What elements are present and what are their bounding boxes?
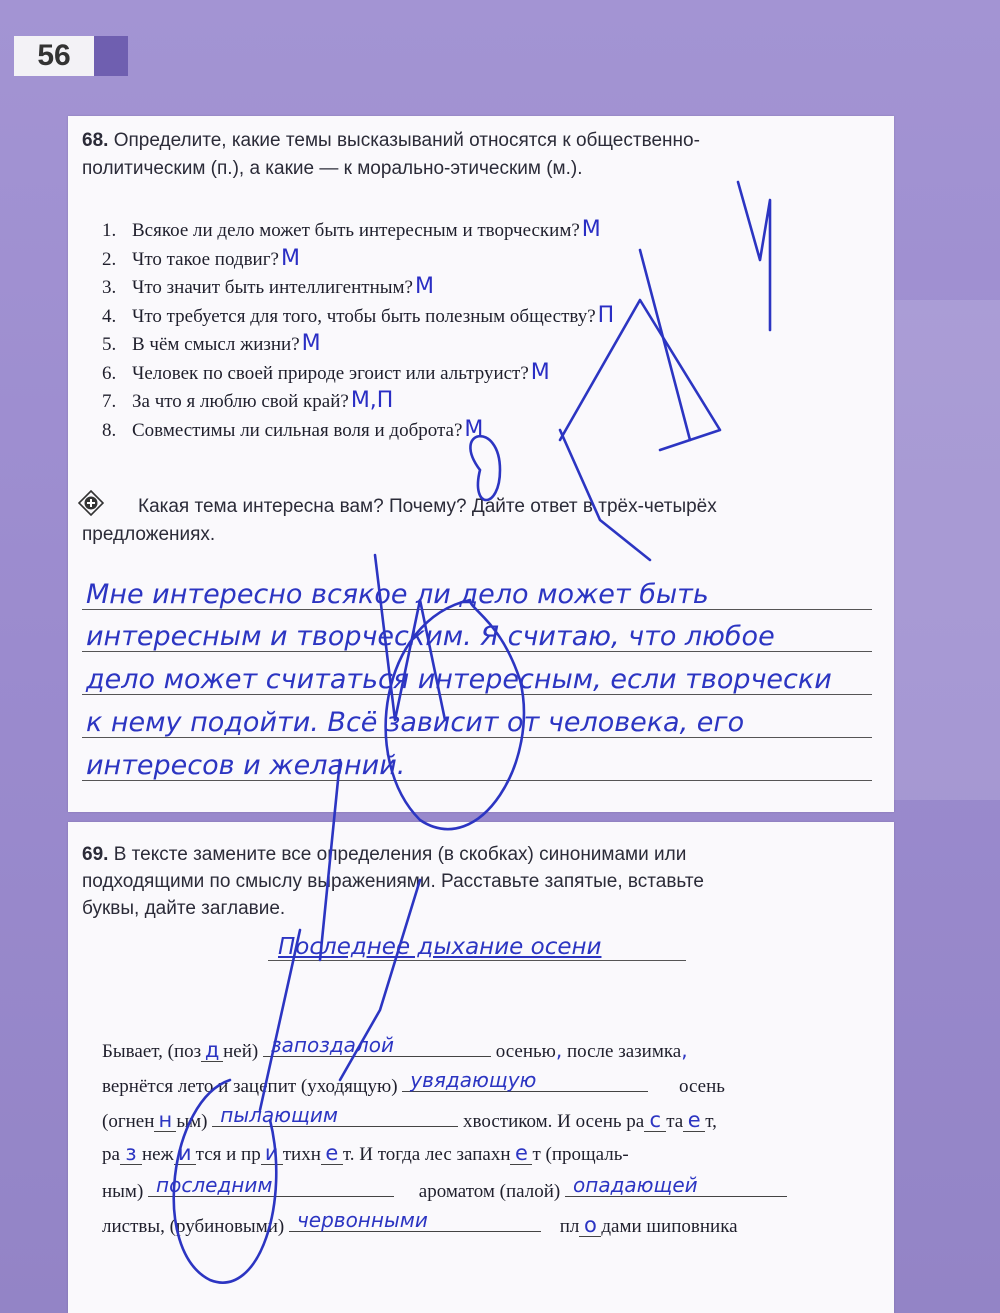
question-item: 3. Что значит быть интеллигентным?М bbox=[102, 274, 434, 299]
letter-gap: о bbox=[579, 1214, 601, 1237]
question-item: 6. Человек по своей природе эгоист или альтруист?М bbox=[102, 359, 550, 385]
letter-gap: и bbox=[174, 1142, 196, 1165]
handwritten-line: интересов и желаний. bbox=[86, 750, 406, 781]
handwritten-answer: М bbox=[280, 245, 300, 271]
extra-task-line-2: предложениях. bbox=[82, 524, 216, 545]
handwritten-line: интересным и творческим. Я считаю, что любое bbox=[86, 621, 775, 652]
question-item: 5. В чём смысл жизни?М bbox=[102, 331, 321, 356]
letter-gap: е bbox=[683, 1109, 705, 1132]
handwritten-title: Последнее дыхание осени bbox=[278, 934, 602, 960]
handwritten-answer: М bbox=[530, 359, 550, 385]
handwritten-line: Мне интересно всякое ли дело может быть bbox=[86, 579, 709, 610]
handwritten-answer: М bbox=[414, 274, 434, 299]
question-item: 4. Что требуется для того, чтобы быть полезным обществу?П bbox=[102, 302, 615, 328]
page-number: 56 bbox=[14, 36, 94, 76]
question-item: 1. Всякое ли дело может быть интересным и творческим?М bbox=[102, 217, 601, 242]
handwritten-answer: М bbox=[464, 416, 484, 442]
exercise-69-number: 69. bbox=[82, 844, 109, 865]
fill-blank: запоздалой bbox=[263, 1032, 491, 1057]
letter-gap: е bbox=[510, 1142, 532, 1165]
exercise-69-instruction-3: буквы, дайте заглавие. bbox=[82, 898, 286, 919]
exercise-68-card bbox=[68, 116, 894, 812]
fill-blank: червонными bbox=[289, 1207, 541, 1232]
handwritten-answer: М,П bbox=[350, 388, 394, 413]
exercise-69-instruction-2: подходящими по смыслу выражениями. Расставьте запятые, вставьте bbox=[82, 871, 704, 892]
letter-gap: и bbox=[261, 1142, 283, 1165]
title-line bbox=[268, 960, 686, 961]
handwritten-line: дело может считаться интересным, если творчески bbox=[86, 664, 832, 695]
fill-blank: опадающей bbox=[565, 1172, 787, 1197]
fill-blank: увядающую bbox=[402, 1067, 648, 1092]
plus-task-icon bbox=[78, 490, 104, 516]
question-item: 7. За что я люблю свой край?М,П bbox=[102, 388, 394, 413]
exercise-69-card bbox=[68, 822, 894, 1313]
letter-gap: с bbox=[644, 1109, 666, 1132]
text-row: (огнен н ым) пылающим хвостиком. И осень ра с та е т, bbox=[102, 1103, 717, 1132]
exercise-68-number: 68. bbox=[82, 130, 109, 151]
text-row: листвы, (рубиновыми) червонными пл о дами шиповника bbox=[102, 1208, 738, 1237]
text-row: Бывает, (поз д ней) запоздалой осенью, после зазимка, bbox=[102, 1033, 688, 1062]
exercise-69-text bbox=[102, 1032, 892, 1242]
handwritten-line: к нему подойти. Всё зависит от человека, его bbox=[86, 707, 745, 738]
question-list bbox=[102, 216, 614, 444]
text-row: вернётся лето и зацепит (уходящую) увядающую осень bbox=[102, 1068, 725, 1097]
letter-gap: з bbox=[120, 1142, 142, 1165]
handwritten-answer: М bbox=[301, 331, 321, 356]
exercise-68-instruction-1 bbox=[82, 128, 700, 154]
question-item: 2. Что такое подвиг?М bbox=[102, 245, 300, 271]
handwritten-answer: М bbox=[581, 217, 601, 242]
letter-gap: е bbox=[321, 1142, 343, 1165]
text-row: ным) последним ароматом (палой) опадающей bbox=[102, 1172, 892, 1207]
page-number-bar bbox=[94, 36, 128, 76]
fill-blank: пылающим bbox=[212, 1102, 458, 1127]
exercise-68-text-1: Определите, какие темы высказываний относятся к общественно- bbox=[113, 130, 700, 151]
question-item: 8. Совместимы ли сильная воля и доброта?М bbox=[102, 416, 484, 442]
fill-blank: последним bbox=[148, 1172, 394, 1197]
letter-gap: д bbox=[201, 1039, 223, 1062]
exercise-69-instruction-1: 69. В тексте замените все определения (в скобках) синонимами или bbox=[82, 844, 687, 865]
handwritten-answer: П bbox=[597, 302, 615, 328]
extra-task-line-1: Какая тема интересна вам? Почему? Дайте ответ в трёх-четырёх bbox=[138, 496, 717, 517]
text-row: ра з неж и тся и пр и тихн е т. И тогда лес запахн е т (прощаль- bbox=[102, 1141, 629, 1165]
letter-gap: н bbox=[154, 1109, 176, 1132]
exercise-68-instruction-2: политическим (п.), а какие — к морально-этическим (м.). bbox=[82, 158, 583, 179]
